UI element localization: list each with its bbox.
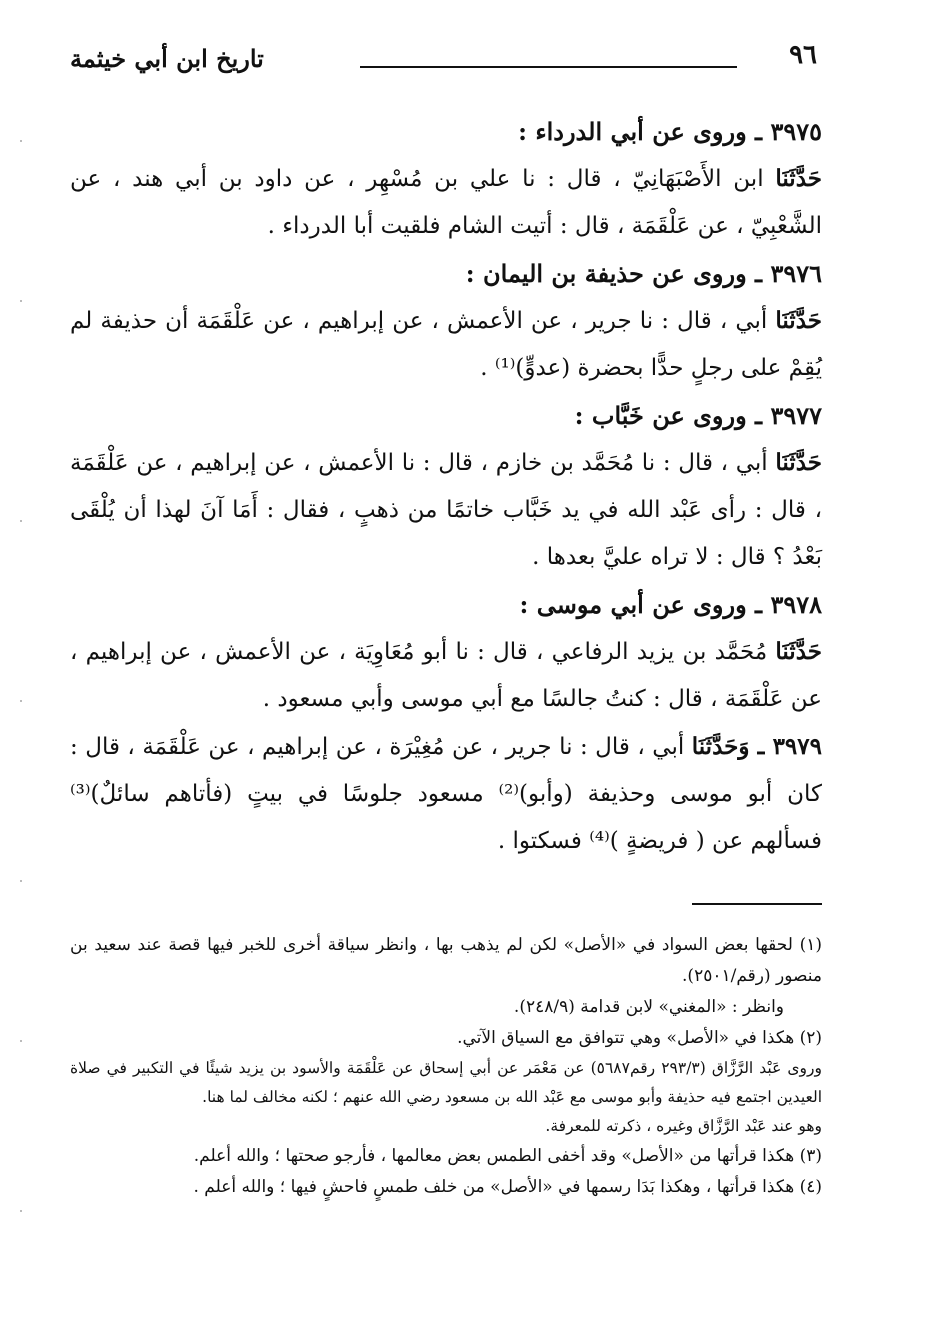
page-number: ٩٦ <box>789 40 817 70</box>
entry-heading-3977: ٣٩٧٧ ـ وروى عن خَبَّاب : <box>574 401 822 430</box>
entry-heading-3978: ٣٩٧٨ ـ وروى عن أبي موسى : <box>519 590 822 619</box>
footnote-2-cont: وروى عَبْد الرَّزَّاق (٢٩٣/٣ رقم٥٦٨٧) عن مَعْمَر عن أبي إسحاق عن عَلْقَمَة والأسود بن يزيد شيئًا في التكبير في صلاة العيدين اجتمع فيه حذيفة وأبو موسى مع عَبْد الله بن مسعود رضي الله عنهم ؛ لكنه مخالف لما هنا. <box>70 1059 822 1106</box>
footnote-separator <box>692 903 822 905</box>
entry-heading-3976: ٣٩٧٦ ـ وروى عن حذيفة بن اليمان : <box>465 259 822 288</box>
footnote-3: (٣) هكذا قرأتها من «الأصل» وقد أخفى الطمس بعض معالمها ، فأرجو صحتها ؛ والله أعلم. <box>193 1146 822 1166</box>
entry-text: أبي ، قال : نا جرير ، عن الأعمش ، عن إبراهيم ، عن عَلْقَمَة أن حذيفة لم يُقِمْ على رجلٍ حدًّا بحضرة (عدوٍّ)⁽¹⁾ . <box>70 308 822 381</box>
entry-body-3977 <box>70 439 822 581</box>
footnote-1-cont: وانظر : «المغني» لابن قدامة (٢٤٨/٩). <box>513 997 784 1017</box>
footnote-2-note: وهو عند عَبْد الرَّزَّاق وغيره ، ذكرته للمعرفة. <box>545 1117 822 1135</box>
footnotes <box>70 930 822 1203</box>
entry-lead: حَدَّثَنَا <box>775 449 822 476</box>
main-text <box>70 108 822 865</box>
header-rule <box>360 66 737 68</box>
running-title: تاريخ ابن أبي خيثمة <box>70 44 264 73</box>
footnote-2: (٢) هكذا في «الأصل» وهي تتوافق مع السياق الآتي. <box>457 1028 822 1048</box>
entry-heading-3975: ٣٩٧٥ ـ وروى عن أبي الدرداء : <box>518 117 822 146</box>
entry-lead: حَدَّثَنَا <box>775 638 822 665</box>
entry-lead: حَدَّثَنَا <box>775 307 822 334</box>
entry-text: ابن الأَصْبَهَانِيّ ، قال : نا علي بن مُسْهِر ، عن داود بن أبي هند ، عن الشَّعْبِيّ ، عن عَلْقَمَة ، قال : أتيت الشام فلقيت أبا الدرداء . <box>70 166 822 239</box>
entry-body-3978 <box>70 628 822 723</box>
entry-body-3979 <box>70 723 822 865</box>
entry-body-3975 <box>70 155 822 250</box>
entry-text: أبي ، قال : نا جرير ، عن مُغِيْرَة ، عن إبراهيم ، عن عَلْقَمَة ، قال : كان أبو موسى وحذيفة (وأبو)⁽²⁾ مسعود جلوسًا في بيتٍ (فأتاهم سائلٌ)⁽³⁾ فسألهم عن ( فريضةٍ )⁽⁴⁾ فسكتوا . <box>70 734 822 854</box>
entry-body-3976 <box>70 297 822 392</box>
scan-margin-dots <box>20 0 24 1333</box>
footnote-4: (٤) هكذا قرأتها ، وهكذا بَدَا رسمها في «الأصل» من خلف طمسٍ فاحشٍ فيها ؛ والله أعلم . <box>193 1177 822 1197</box>
entry-lead: حَدَّثَنَا <box>775 165 822 192</box>
footnote-1: (١) لحقها بعض السواد في «الأصل» لكن لم يذهب بها ، وانظر سياقة أخرى للخبر فيها قصة عند سعيد بن منصور (رقم/٢٥٠١). <box>70 935 822 986</box>
entry-lead: ٣٩٧٩ ـ وَحَدَّثَنَا <box>691 733 822 760</box>
page-header <box>70 40 817 80</box>
entry-text: مُحَمَّد بن يزيد الرفاعي ، قال : نا أبو مُعَاوِيَة ، عن الأعمش ، عن إبراهيم ، عن عَلْقَمَة ، قال : كنتُ جالسًا مع أبي موسى وأبي مسعود . <box>70 639 822 712</box>
entry-text: أبي ، قال : نا مُحَمَّد بن خازم ، قال : نا الأعمش ، عن إبراهيم ، عن عَلْقَمَة ، قال : رأى عَبْد الله في يد خَبَّاب خاتمًا من ذهبٍ ، فقال : أَمَا آنَ لهذا أن يُلْقَى بَعْدُ ؟ قال : لا تراه عليَّ بعدها . <box>70 450 822 570</box>
